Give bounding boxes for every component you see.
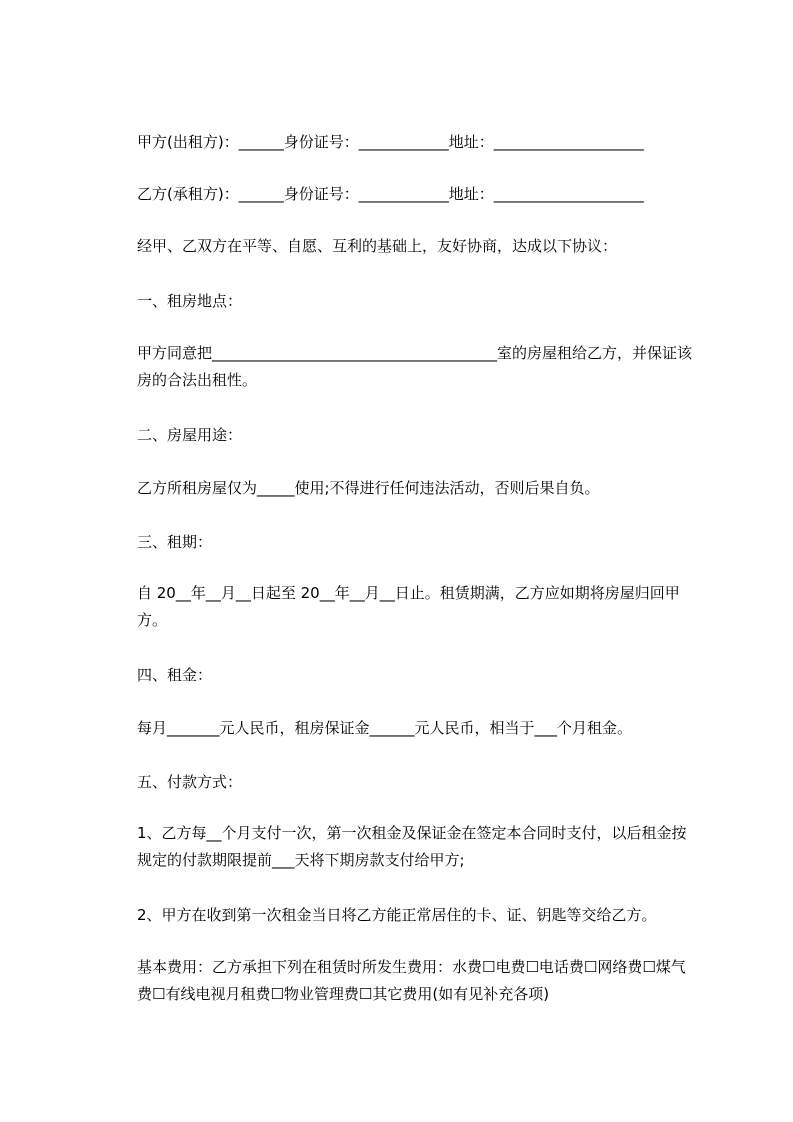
section-5-item-2: 2、甲方在收到第一次租金当日将乙方能正常居住的卡、证、钥匙等交给乙方。 bbox=[137, 906, 657, 924]
basic-fees-paragraph: 基本费用：乙方承担下列在租赁时所发生费用：水费☐电费☐电话费☐网络费☐煤气费☐有线电视月租费☐物业管理费☐其它费用(如有见补充各项) bbox=[137, 958, 686, 1003]
section-3-body: 自 20__年__月__日起至 20__年__月__日止。租赁期满，乙方应如期将房屋归回甲方。 bbox=[137, 584, 680, 629]
section-1-body: 甲方同意把______________________________________室的房屋租给乙方，并保证该房的合法出租性。 bbox=[137, 344, 693, 389]
section-3-heading: 三、租期： bbox=[137, 533, 213, 551]
party-a-line: 甲方(出租方)：______身份证号：____________地址：____________________ bbox=[137, 133, 644, 151]
party-b-line: 乙方(承租方)：______身份证号：____________地址：____________________ bbox=[137, 185, 644, 203]
section-4-heading: 四、租金： bbox=[137, 666, 213, 684]
intro-paragraph: 经甲、乙双方在平等、自愿、互利的基础上，友好协商，达成以下协议： bbox=[137, 237, 618, 255]
section-5-heading: 五、付款方式： bbox=[137, 773, 243, 791]
section-2-body: 乙方所租房屋仅为_____使用;不得进行任何违法活动，否则后果自负。 bbox=[137, 479, 600, 497]
section-2-heading: 二、房屋用途： bbox=[137, 426, 243, 444]
section-1-heading: 一、租房地点： bbox=[137, 292, 243, 310]
section-4-body: 每月_______元人民币，租房保证金______元人民币，相当于___个月租金。 bbox=[137, 719, 633, 737]
section-5-item-1: 1、乙方每__个月支付一次，第一次租金及保证金在签定本合同时支付，以后租金按规定的付款期限提前___天将下期房款支付给甲方; bbox=[137, 824, 687, 869]
